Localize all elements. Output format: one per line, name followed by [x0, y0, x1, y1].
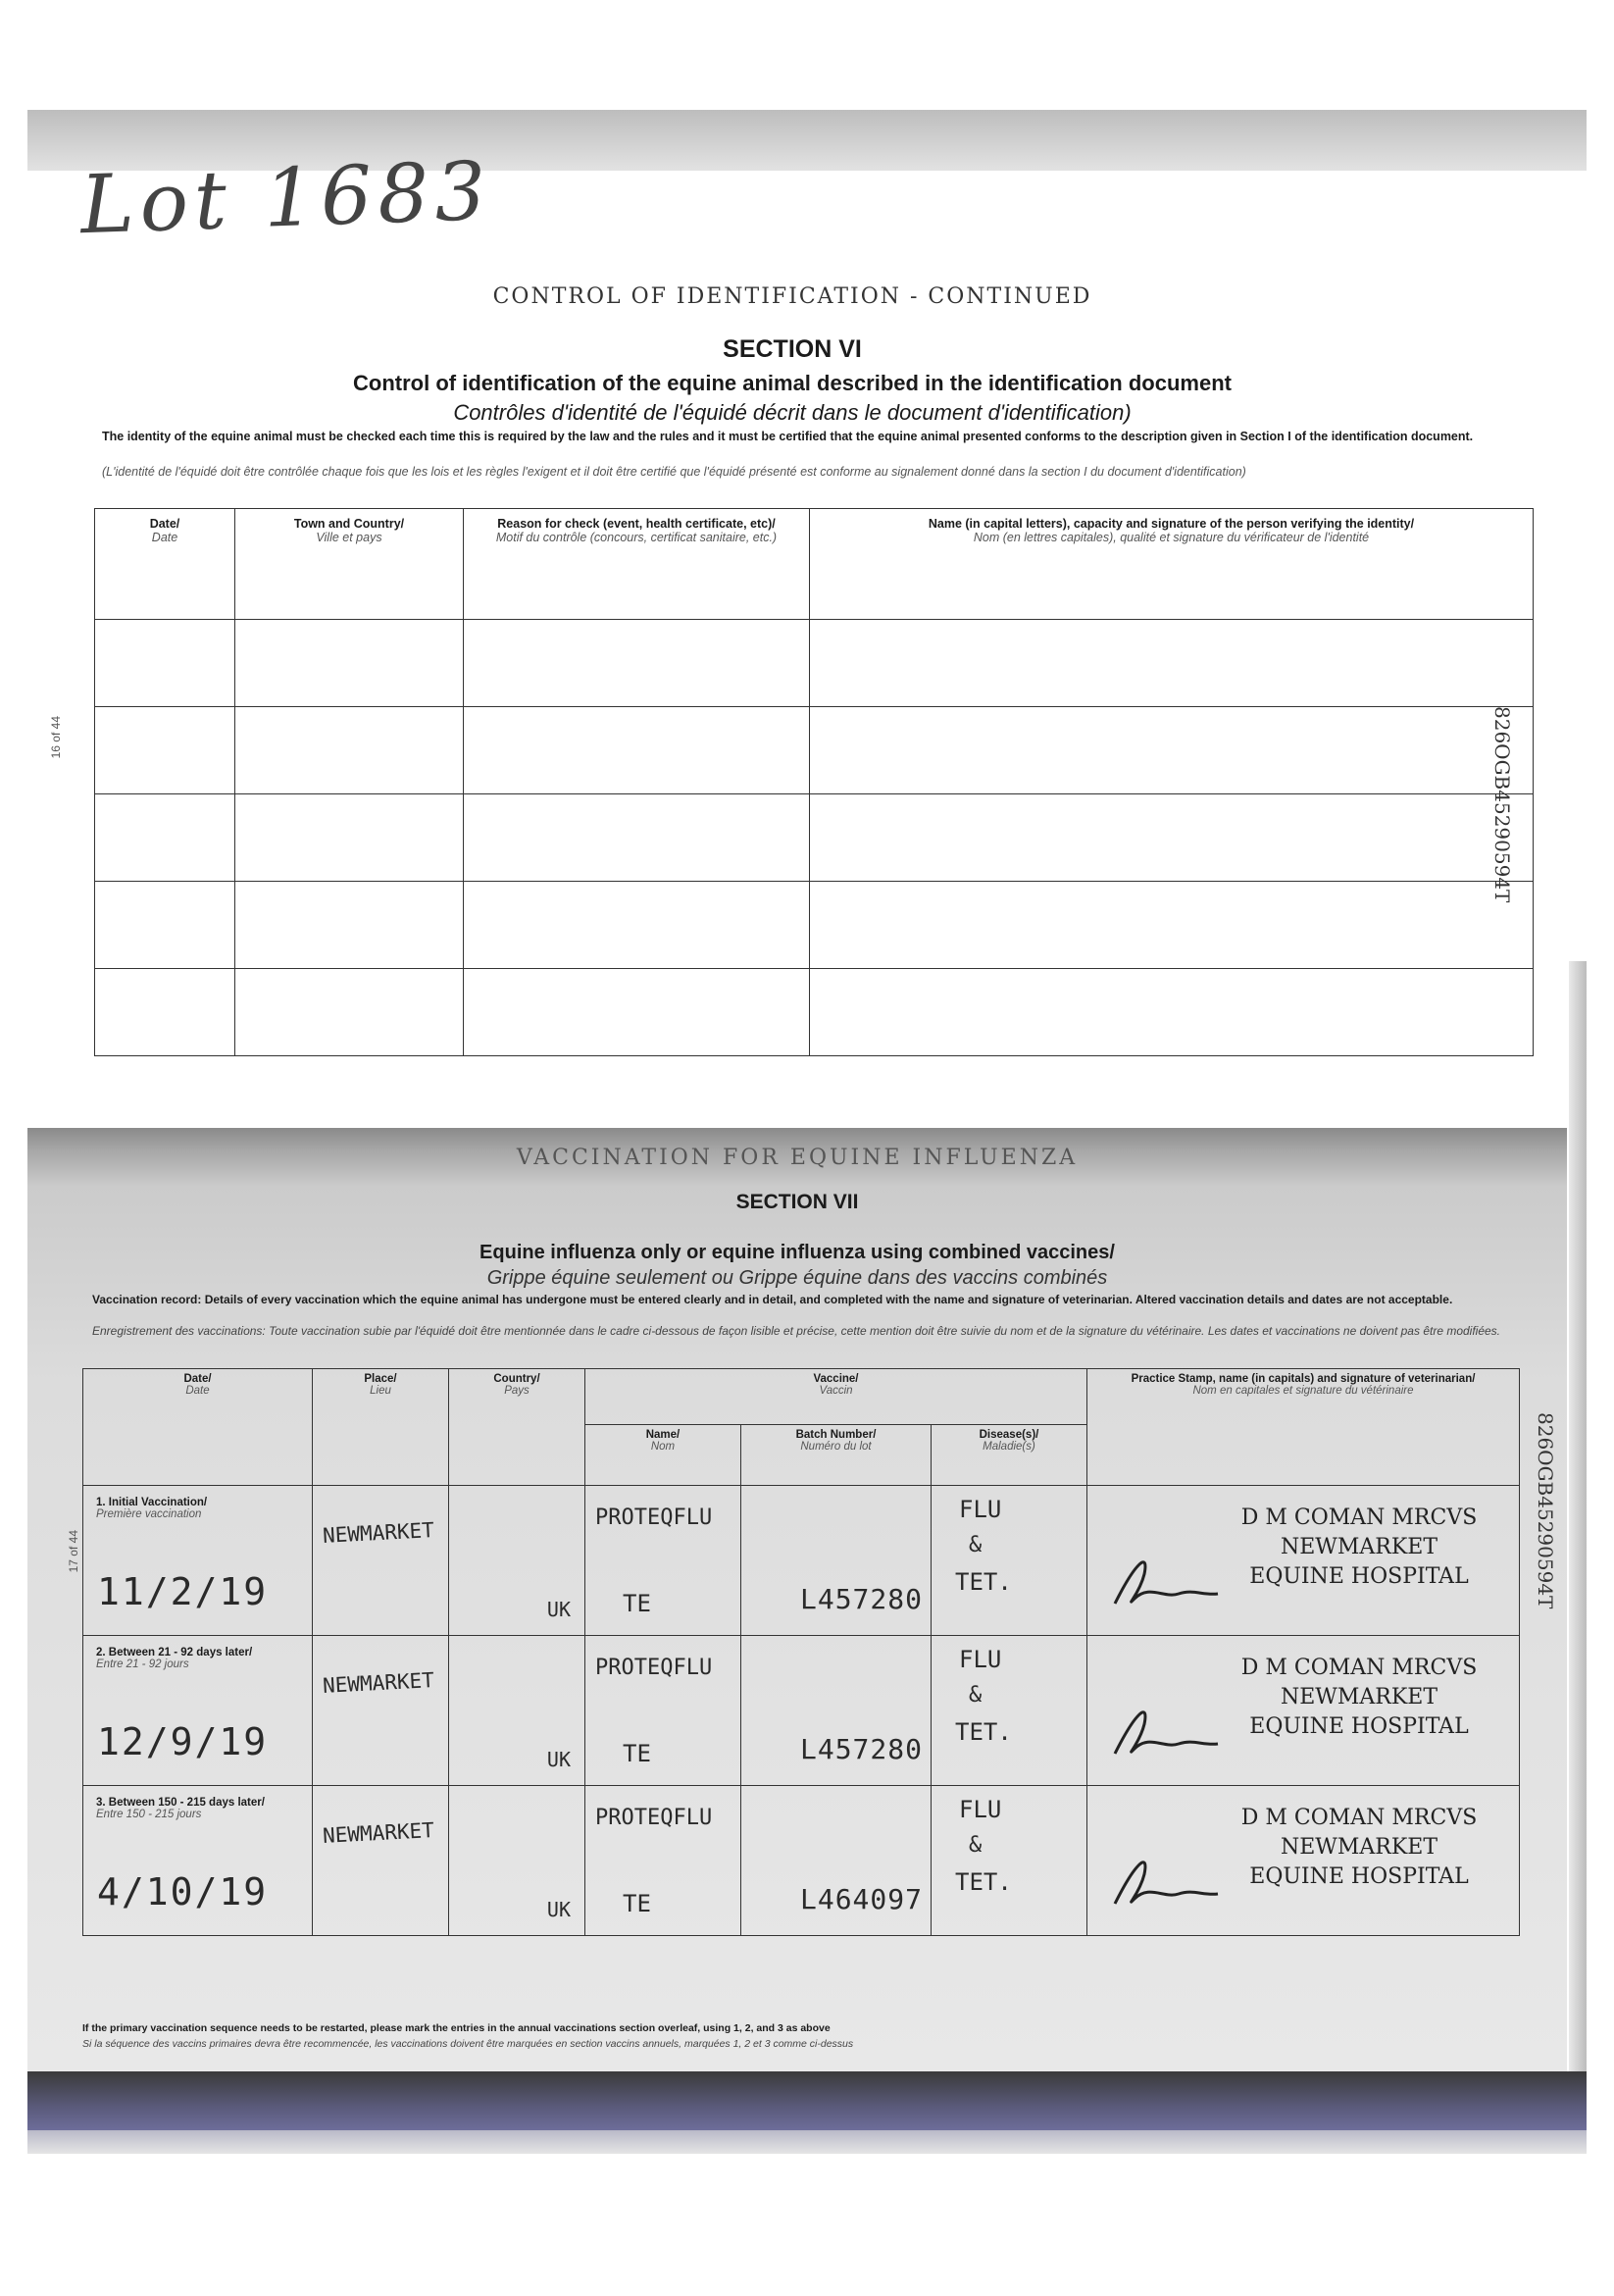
cell[interactable]	[235, 620, 464, 707]
disease: TET.	[955, 1718, 1012, 1746]
vaccine-name-suffix: TE	[623, 1740, 651, 1767]
disease-cell[interactable]	[932, 1636, 1087, 1786]
batch-number: L457280	[799, 1733, 923, 1765]
cell[interactable]	[464, 969, 810, 1056]
table-row	[83, 1786, 1520, 1936]
section-vi-title-fr: Contrôles d'identité de l'équidé décrit dans le document d'identification)	[453, 400, 1132, 425]
vet-signature	[1105, 1695, 1223, 1763]
vaccine-name: PROTEQFLU	[595, 1505, 713, 1530]
scan-bottom-shadow	[27, 2071, 1587, 2130]
col-date: Date/ Date	[83, 1369, 313, 1486]
vaccination-date: 4/10/19	[97, 1870, 269, 1913]
col-batch-number: Batch Number/ Numéro du lot	[741, 1425, 932, 1486]
passport-id-code: 826OGB45290594T	[1490, 706, 1514, 903]
disease-and: &	[969, 1533, 983, 1557]
footnote-fr: Si la séquence des vaccins primaires devra être recommencée, les vaccinations doivent être marquées en section vaccins annuels, marquées 1, 2 et 3 comme ci-dessus	[82, 2038, 854, 2050]
row-label: 1. Initial Vaccination/ Première vaccination	[96, 1497, 208, 1520]
vet-signature	[1105, 1845, 1223, 1913]
col-vaccine-name: Name/ Nom	[585, 1425, 741, 1486]
country-cell[interactable]	[449, 1486, 585, 1636]
section-vii-page	[27, 1128, 1567, 2071]
batch-cell[interactable]	[741, 1786, 932, 1936]
practice-stamp: D M COMAN MRCVS NEWMARKET EQUINE HOSPITAL	[1240, 1806, 1478, 1889]
table-row	[95, 969, 1534, 1056]
scan-top-margin	[0, 0, 1614, 39]
cell[interactable]	[810, 794, 1534, 882]
table-row	[83, 1486, 1520, 1636]
vaccine-name: PROTEQFLU	[595, 1806, 713, 1830]
disease: FLU	[959, 1496, 1002, 1523]
vaccine-name-suffix: TE	[623, 1890, 651, 1917]
disease-cell[interactable]	[932, 1486, 1087, 1636]
batch-cell[interactable]	[741, 1486, 932, 1636]
vaccination-instruction-fr: Enregistrement des vaccinations: Toute vaccination subie par l'équidé doit être mentionnée dans le cadre ci-dessous de façon lisible et précise, cette mention doit être suivie du nom et de la signature du vétérinaire. Les dates et vaccinations ne doivent pas être modifiées.	[92, 1324, 1501, 1338]
batch-number: L464097	[799, 1883, 923, 1915]
cell[interactable]	[95, 707, 235, 794]
cell[interactable]	[235, 707, 464, 794]
vaccine-name-cell[interactable]	[585, 1636, 741, 1786]
cell[interactable]	[810, 620, 1534, 707]
country-cell[interactable]	[449, 1636, 585, 1786]
vet-cell[interactable]	[1087, 1486, 1520, 1636]
table-row	[95, 882, 1534, 969]
vet-cell[interactable]	[1087, 1636, 1520, 1786]
vaccination-country: UK	[546, 1898, 571, 1921]
section-vi-page	[27, 265, 1557, 1128]
identity-check-table	[94, 508, 1534, 1056]
col-place: Place/ Lieu	[313, 1369, 449, 1486]
vaccination-place: NEWMARKET	[322, 1668, 435, 1698]
vaccination-place: NEWMARKET	[322, 1518, 435, 1548]
date-cell[interactable]	[83, 1786, 313, 1936]
place-cell[interactable]	[313, 1636, 449, 1786]
vaccination-place: NEWMARKET	[322, 1818, 435, 1848]
date-cell[interactable]	[83, 1636, 313, 1786]
vaccination-country: UK	[546, 1748, 571, 1771]
place-cell[interactable]	[313, 1486, 449, 1636]
disease-cell[interactable]	[932, 1786, 1087, 1936]
row-label: 3. Between 150 - 215 days later/ Entre 150 - 215 jours	[96, 1797, 265, 1820]
cell[interactable]	[95, 969, 235, 1056]
vaccine-name: PROTEQFLU	[595, 1656, 713, 1680]
batch-number: L457280	[799, 1583, 923, 1615]
col-date: Date/ Date	[95, 509, 235, 620]
practice-stamp: D M COMAN MRCVS NEWMARKET EQUINE HOSPITAL	[1240, 1505, 1478, 1589]
table-row	[95, 794, 1534, 882]
vaccination-country: UK	[546, 1598, 571, 1621]
vet-cell[interactable]	[1087, 1786, 1520, 1936]
table-row	[83, 1636, 1520, 1786]
cell[interactable]	[464, 620, 810, 707]
page-number: 16 of 44	[49, 716, 63, 759]
disease: TET.	[955, 1868, 1012, 1896]
section-vi-label: SECTION VI	[723, 335, 862, 363]
place-cell[interactable]	[313, 1786, 449, 1936]
col-town-country: Town and Country/ Ville et pays	[235, 509, 464, 620]
col-vet-stamp: Practice Stamp, name (in capitals) and signature of veterinarian/ Nom en capitales et signature du vétérinaire	[1087, 1369, 1520, 1486]
continued-heading: CONTROL OF IDENTIFICATION - CONTINUED	[492, 284, 1092, 309]
country-cell[interactable]	[449, 1786, 585, 1936]
section-vi-title-en: Control of identification of the equine animal described in the identification document	[353, 371, 1232, 395]
vaccination-instruction-en: Vaccination record: Details of every vaccination which the equine animal has undergone must be entered clearly and in detail, and completed with the name and signature of veterinarian. Altered vaccination details and dates are not acceptable.	[92, 1293, 1453, 1306]
row-label: 2. Between 21 - 92 days later/ Entre 21 - 92 jours	[96, 1647, 253, 1670]
vaccine-name-suffix: TE	[623, 1590, 651, 1617]
vaccine-name-cell[interactable]	[585, 1486, 741, 1636]
passport-id-code: 826OGB45290594T	[1534, 1412, 1557, 1609]
col-diseases: Disease(s)/ Maladie(s)	[932, 1425, 1087, 1486]
practice-stamp: D M COMAN MRCVS NEWMARKET EQUINE HOSPITAL	[1240, 1656, 1478, 1739]
cell[interactable]	[464, 882, 810, 969]
cell[interactable]	[95, 620, 235, 707]
vaccine-name-cell[interactable]	[585, 1786, 741, 1936]
batch-cell[interactable]	[741, 1636, 932, 1786]
page-edge-shadow	[1569, 961, 1587, 2079]
handwritten-lot-number: Lot 1683	[78, 144, 494, 253]
disease-and: &	[969, 1683, 983, 1708]
cell[interactable]	[235, 882, 464, 969]
table-row	[95, 707, 1534, 794]
cell[interactable]	[810, 882, 1534, 969]
vaccination-heading: VACCINATION FOR EQUINE INFLUENZA	[516, 1146, 1079, 1170]
cell[interactable]	[235, 969, 464, 1056]
disease: FLU	[959, 1796, 1002, 1823]
vaccination-date: 12/9/19	[97, 1720, 269, 1763]
footnote-en: If the primary vaccination sequence needs to be restarted, please mark the entries in the annual vaccinations section overleaf, using 1, 2, and 3 as above	[82, 2022, 831, 2034]
section-vii-title-fr: Grippe équine seulement ou Grippe équine dans des vaccins combinés	[486, 1267, 1108, 1289]
identity-instruction-fr: (L'identité de l'équidé doit être contrôlée chaque fois que les lois et les règles l'exigent et il doit être certifié que l'équidé présenté est conforme au signalement donné dans la section I du document d'identification)	[102, 465, 1246, 479]
section-vii-title-en: Equine influenza only or equine influenza using combined vaccines/	[479, 1242, 1115, 1263]
col-reason: Reason for check (event, health certificate, etc)/ Motif du contrôle (concours, certificat sanitaire, etc.)	[464, 509, 810, 620]
cell[interactable]	[95, 882, 235, 969]
cell[interactable]	[810, 707, 1534, 794]
scan-bottom-edge	[27, 2130, 1587, 2154]
disease: FLU	[959, 1646, 1002, 1673]
cell[interactable]	[464, 707, 810, 794]
col-vaccine: Vaccine/ Vaccin	[585, 1369, 1087, 1425]
disease: TET.	[955, 1568, 1012, 1596]
vet-signature	[1105, 1545, 1223, 1613]
cell[interactable]	[95, 794, 235, 882]
section-vii-label: SECTION VII	[735, 1191, 859, 1213]
col-verifier: Name (in capital letters), capacity and signature of the person verifying the identity/ Nom (en lettres capitales), qualité et signature du vérificateur de l'identité	[810, 509, 1534, 620]
vaccination-table	[82, 1368, 1520, 1936]
table-row	[95, 620, 1534, 707]
vaccination-date: 11/2/19	[97, 1570, 269, 1613]
cell[interactable]	[810, 969, 1534, 1056]
disease-and: &	[969, 1833, 983, 1858]
col-country: Country/ Pays	[449, 1369, 585, 1486]
identity-instruction-en: The identity of the equine animal must be checked each time this is required by the law and the rules and it must be certified that the equine animal presented conforms to the description given in Section I of the identification document.	[102, 430, 1474, 443]
page-number: 17 of 44	[67, 1530, 80, 1573]
cell[interactable]	[464, 794, 810, 882]
date-cell[interactable]	[83, 1486, 313, 1636]
cell[interactable]	[235, 794, 464, 882]
